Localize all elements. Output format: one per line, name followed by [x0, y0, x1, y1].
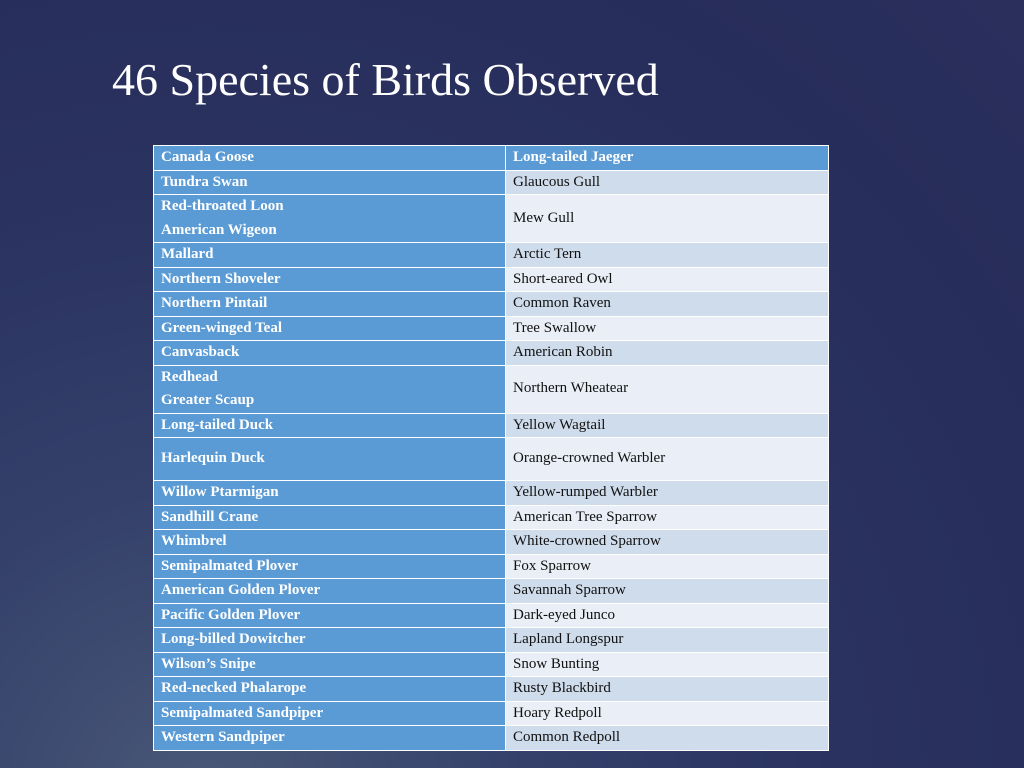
- table-row: [154, 292, 829, 317]
- table-row: [154, 505, 829, 530]
- species-name: Willow Ptarmigan: [161, 484, 279, 500]
- species-cell-left: [154, 505, 506, 530]
- species-name: Sandhill Crane: [161, 508, 259, 525]
- species-name: Semipalmated Plover: [161, 557, 299, 574]
- table-row: [154, 579, 829, 604]
- species-cell-right: Short-eared Owl: [506, 267, 829, 292]
- species-cell-left: [154, 554, 506, 579]
- species-cell-left: [154, 481, 506, 506]
- species-cell-left: [154, 243, 506, 268]
- species-cell-right: Hoary Redpoll: [506, 701, 829, 726]
- species-cell-left: [154, 292, 506, 317]
- species-cell-right: Common Redpoll: [506, 726, 829, 751]
- table-row: [154, 316, 829, 341]
- species-cell-left: [154, 170, 506, 195]
- species-cell-right: Savannah Sparrow: [506, 579, 829, 604]
- species-cell-right: Tree Swallow: [506, 316, 829, 341]
- species-cell-left: [154, 701, 506, 726]
- species-name: Greater Scaup: [161, 392, 255, 408]
- species-cell-left: [154, 316, 506, 341]
- table-row: [154, 341, 829, 366]
- species-name: Northern Pintail: [161, 295, 268, 311]
- species-cell-left: [154, 530, 506, 555]
- species-cell-left: [154, 341, 506, 366]
- species-cell-right: Glaucous Gull: [506, 170, 829, 195]
- species-cell-left: [154, 365, 506, 413]
- species-name: Semipalmated Sandpiper: [161, 704, 324, 721]
- species-cell-left: [154, 652, 506, 677]
- table-row: [154, 146, 829, 171]
- species-name: Pacific Golden Plover: [161, 606, 301, 623]
- species-cell-right: Mew Gull: [506, 195, 829, 243]
- species-cell-right: Dark-eyed Junco: [506, 603, 829, 628]
- species-cell-right: Common Raven: [506, 292, 829, 317]
- species-cell-right: Yellow-rumped Warbler: [506, 481, 829, 506]
- species-cell-left: [154, 603, 506, 628]
- table-row: [154, 628, 829, 653]
- species-name: Mallard: [161, 246, 214, 262]
- species-cell-right: Snow Bunting: [506, 652, 829, 677]
- species-cell-left: [154, 413, 506, 438]
- species-cell-right: Orange-crowned Warbler: [506, 438, 829, 481]
- species-name: American Wigeon: [161, 221, 277, 238]
- species-name: Northern Shoveler: [161, 270, 281, 287]
- species-cell-left: [154, 726, 506, 751]
- species-cell-right: Fox Sparrow: [506, 554, 829, 579]
- species-cell-right: American Tree Sparrow: [506, 505, 829, 530]
- species-cell-right: American Robin: [506, 341, 829, 366]
- species-table-body: [154, 146, 829, 751]
- species-table: [153, 145, 829, 751]
- species-cell-right: Northern Wheatear: [506, 365, 829, 413]
- species-name: Canvasback: [161, 344, 240, 360]
- table-row: [154, 195, 829, 243]
- table-row: [154, 243, 829, 268]
- species-cell-right: Lapland Longspur: [506, 628, 829, 653]
- species-name: Whimbrel: [161, 533, 227, 549]
- species-name: Redhead: [161, 368, 218, 385]
- species-cell-right: Yellow Wagtail: [506, 413, 829, 438]
- species-name: Harlequin Duck: [161, 450, 265, 467]
- table-row: [154, 554, 829, 579]
- slide-title: 46 Species of Birds Observed: [112, 54, 659, 105]
- table-row: [154, 677, 829, 702]
- table-row: [154, 267, 829, 292]
- species-name: American Golden Plover: [161, 582, 321, 598]
- species-cell-right: Long-tailed Jaeger: [506, 146, 829, 171]
- table-row: [154, 438, 829, 481]
- species-name: Red-necked Phalarope: [161, 680, 307, 696]
- species-cell-left: [154, 438, 506, 481]
- species-cell-left: [154, 146, 506, 171]
- table-row: [154, 701, 829, 726]
- table-row: [154, 530, 829, 555]
- table-row: [154, 170, 829, 195]
- species-cell-left: [154, 267, 506, 292]
- table-row: [154, 413, 829, 438]
- table-row: [154, 481, 829, 506]
- species-name: Long-billed Dowitcher: [161, 631, 306, 647]
- species-cell-left: [154, 195, 506, 243]
- species-cell-right: White-crowned Sparrow: [506, 530, 829, 555]
- table-row: [154, 365, 829, 413]
- species-name: Green-winged Teal: [161, 319, 282, 336]
- species-cell-left: [154, 579, 506, 604]
- species-name: Tundra Swan: [161, 173, 248, 190]
- species-name: Long-tailed Duck: [161, 416, 274, 433]
- table-row: [154, 603, 829, 628]
- table-row: [154, 652, 829, 677]
- species-name: Red-throated Loon: [161, 198, 284, 214]
- table-row: [154, 726, 829, 751]
- species-cell-left: [154, 677, 506, 702]
- species-cell-right: Arctic Tern: [506, 243, 829, 268]
- species-name: Wilson’s Snipe: [161, 655, 256, 672]
- species-cell-right: Rusty Blackbird: [506, 677, 829, 702]
- species-name: Canada Goose: [161, 149, 254, 165]
- species-cell-left: [154, 628, 506, 653]
- species-name: Western Sandpiper: [161, 729, 285, 745]
